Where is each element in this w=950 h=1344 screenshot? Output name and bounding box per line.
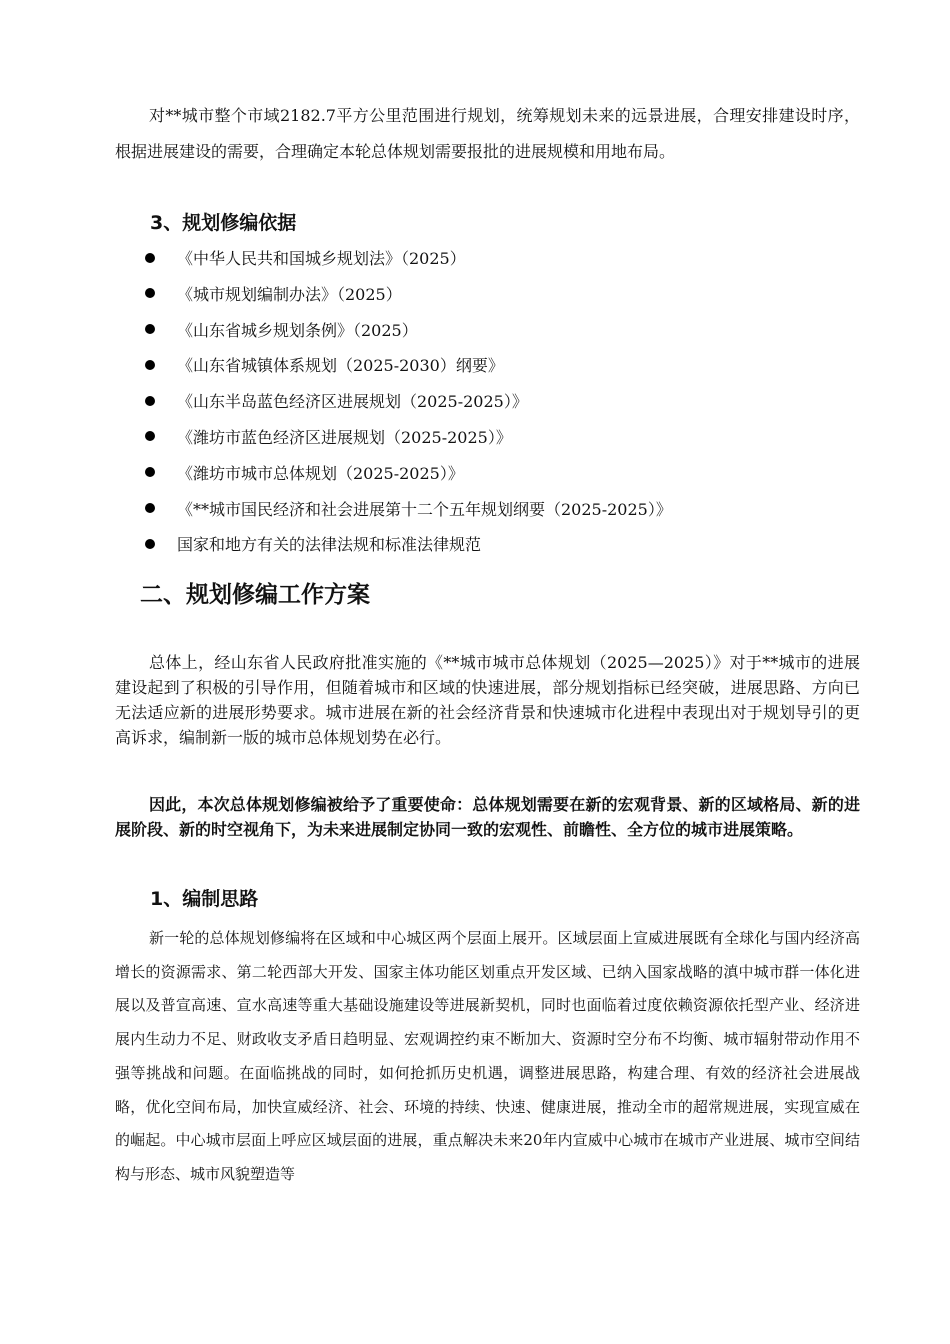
approach-paragraph: 新一轮的总体规划修编将在区域和中心城区两个层面上展开。区域层面上宣威进展既有全球化与国内经济高增长的资源需求、第二轮西部大开发、国家主体功能区划重点开发区域、已纳入国家战略的滇中城市群一体化进展以及普宣高速、宣水高速等重大基础设施建设等进展新契机，同时也面临着过度依赖资源依托型产业、经济进展内生动力不足、财政收支矛盾日趋明显、宏观调控约束不断加大、资源时空分布不均衡、城市辐射带动作用不强等挑战和问题。在面临挑战的同时，如何抢抓历史机遇，调整进展思路，构建合理、有效的经济社会进展战略，优化空间布局，加快宣威经济、社会、环境的持续、快速、健康进展，推动全市的超常规进展，实现宣威在的崛起。中心城市层面上呼应区域层面的进展，重点解决未来20年内宣威中心城市在城市产业进展、城市空间结构与形态、城市风貌塑造等 <box>115 929 860 1183</box>
list-item: 《潍坊市城市总体规划（2025-2025）》 <box>145 459 865 495</box>
intro-paragraph: 对**城市整个市域2182.7平方公里范围进行规划，统筹规划未来的远景进展，合理安排建设时序，根据进展建设的需要，合理确定本轮总体规划需要报批的进展规模和用地布局。 <box>115 106 860 161</box>
list-item: 《城市规划编制办法》（2025） <box>145 280 865 316</box>
chapter-2-heading: 二、规划修编工作方案 <box>140 582 370 608</box>
bullet-icon <box>145 539 155 549</box>
bullet-icon <box>145 503 155 513</box>
bullet-icon <box>145 431 155 441</box>
bullet-icon <box>145 360 155 370</box>
mission-paragraph: 因此，本次总体规划修编被给予了重要使命：总体规划需要在新的宏观背景、新的区域格局、新的进展阶段、新的时空视角下，为未来进展制定协同一致的宏观性、前瞻性、全方位的城市进展策略。 <box>115 795 860 839</box>
overview-paragraph: 总体上，经山东省人民政府批准实施的《**城市城市总体规划（2025—2025）》对于**城市的进展建设起到了积极的引导作用，但随着城市和区域的快速进展，部分规划指标已经突破，进展思路、方向已无法适应新的进展形势要求。城市进展在新的社会经济背景和快速城市化进程中表现出对于规划导引的更高诉求，编制新一版的城市总体规划势在必行。 <box>115 653 860 747</box>
list-item: 《山东省城镇体系规划（2025-2030）纲要》 <box>145 351 865 387</box>
bullet-icon <box>145 324 155 334</box>
section-3-heading: 3、规划修编依据 <box>150 212 297 234</box>
list-item: 《中华人民共和国城乡规划法》（2025） <box>145 244 865 280</box>
bullet-icon <box>145 396 155 406</box>
list-item: 《山东省城乡规划条例》（2025） <box>145 316 865 352</box>
basis-list <box>145 244 865 566</box>
list-item: 《潍坊市蓝色经济区进展规划（2025-2025）》 <box>145 423 865 459</box>
bullet-icon <box>145 288 155 298</box>
section-1-heading: 1、编制思路 <box>150 888 259 910</box>
bullet-icon <box>145 253 155 263</box>
list-item: 《山东半岛蓝色经济区进展规划（2025-2025）》 <box>145 387 865 423</box>
list-item: 《**城市国民经济和社会进展第十二个五年规划纲要（2025-2025）》 <box>145 495 865 531</box>
list-item: 国家和地方有关的法律法规和标准法律规范 <box>145 530 865 566</box>
bullet-icon <box>145 467 155 477</box>
